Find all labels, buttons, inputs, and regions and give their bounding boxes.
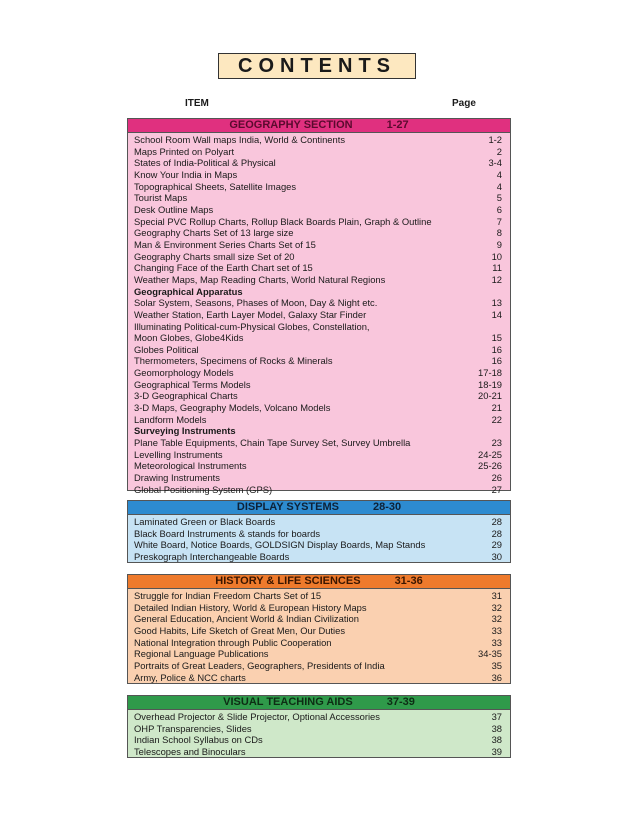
row-label: Army, Police & NCC charts [134,671,246,683]
contents-row [134,472,502,484]
row-page: 38 [491,722,502,734]
row-page: 15 [491,332,502,344]
row-page: 34-35 [478,648,502,660]
geography-section [127,118,511,495]
contents-row [134,539,502,551]
contents-row [134,204,502,216]
row-label: States of India-Political & Physical [134,157,276,169]
row-page: 32 [491,601,502,613]
contents-row [134,192,502,204]
row-page: 11 [492,262,502,274]
row-label: Weather Station, Earth Layer Model, Galaxy Star Finder [134,308,367,320]
contents-row [134,169,502,181]
row-label: General Education, Ancient World & Indian Civilization [134,613,359,625]
row-label: Preskograph Interchangeable Boards [134,550,290,562]
row-page: 32 [491,613,502,625]
row-page: 12 [491,273,502,285]
row-label: Weather Maps, Map Reading Charts, World Natural Regions [134,273,386,285]
row-page: 35 [491,659,502,671]
contents-row [134,648,502,660]
contents-row [134,309,502,321]
row-page: 33 [491,636,502,648]
row-page: 13 [491,297,502,309]
row-page: 28 [491,516,502,527]
contents-row [134,734,502,746]
row-label: Laminated Green or Black Boards [134,516,276,527]
contents-row [134,528,502,540]
row-page: 39 [491,745,502,757]
display-section-header [128,501,510,515]
row-page: 16 [491,355,502,367]
visual-section-header [128,696,510,710]
row-page: 17-18 [478,367,502,379]
row-page [472,286,502,298]
subsection-heading [134,286,502,298]
geography-section-range: 1-27 [386,119,409,131]
geography-section-name: GEOGRAPHY SECTION [229,119,353,131]
history-section-header [128,575,510,589]
row-label: Changing Face of the Earth Chart set of 15 [134,262,313,274]
visual-section-name: VISUAL TEACHING AIDS [223,696,353,708]
contents-row [134,460,502,472]
contents-row [134,262,502,274]
row-label: Overhead Projector & Slide Projector, Optional Accessories [134,711,380,722]
subsection-heading [134,425,502,437]
contents-row [134,344,502,356]
row-label: Levelling Instruments [134,448,223,460]
contents-row [134,613,502,625]
row-label: Geography Charts small size Set of 20 [134,250,295,262]
contents-row [134,216,502,228]
contents-row [134,390,502,402]
contents-row [134,355,502,367]
contents-row [134,551,502,563]
row-label: 3-D Maps, Geography Models, Volcano Models [134,402,331,414]
row-label: 3-D Geographical Charts [134,390,238,402]
display-section [127,500,511,563]
row-page: 2 [496,145,502,157]
row-label: Desk Outline Maps [134,203,214,215]
row-label: Portraits of Great Leaders, Geographers, Presidents of India [134,659,385,671]
row-label: Good Habits, Life Sketch of Great Men, Our Duties [134,624,346,636]
row-page: 30 [491,550,502,562]
contents-row [134,746,502,758]
row-page [472,425,502,437]
page-column-header: Page [452,98,476,109]
row-page: 26 [491,472,502,484]
row-page: 4 [496,168,502,180]
row-label: OHP Transparencies, Slides [134,722,252,734]
row-page: 21 [491,402,502,414]
row-page: 8 [496,227,502,239]
row-page: 25-26 [478,460,502,472]
row-page: 31 [491,590,502,601]
contents-title: CONTENTS [218,53,416,79]
row-label: Tourist Maps [134,192,188,204]
row-label: Meteorological Instruments [134,460,247,472]
row-page: 22 [491,413,502,425]
row-label: Illuminating Political-cum-Physical Globes, Constellation, [134,320,370,332]
row-page: 16 [491,343,502,355]
row-page: 27 [491,483,502,495]
row-page: 18-19 [478,378,502,390]
row-label: Geomorphology Models [134,367,234,379]
row-page: 6 [496,203,502,215]
row-page [472,321,502,333]
row-page: 24-25 [478,448,502,460]
display-section-name: DISPLAY SYSTEMS [236,501,339,513]
contents-row [134,672,502,684]
contents-row [134,660,502,672]
row-label: Global Positioning System (GPS) [134,483,273,495]
row-label: Regional Language Publications [134,648,269,660]
row-label: Geographical Terms Models [134,378,251,390]
row-page: 23 [491,437,502,449]
row-page: 1-2 [488,134,502,145]
row-label: Special PVC Rollup Charts, Rollup Black Boards Plain, Graph & Outline [134,215,432,227]
row-page: 5 [496,192,502,204]
contents-row [134,239,502,251]
row-page: 38 [491,734,502,746]
contents-row [134,602,502,614]
contents-row [134,157,502,169]
contents-row [134,449,502,461]
contents-row [134,251,502,263]
contents-row [134,134,502,146]
row-page: 7 [496,215,502,227]
history-section-name: HISTORY & LIFE SCIENCES [215,575,361,587]
row-label: Struggle for Indian Freedom Charts Set of 15 [134,590,322,601]
row-label: Topographical Sheets, Satellite Images [134,180,297,192]
contents-row [134,181,502,193]
row-page: 20-21 [478,390,502,402]
row-page: 29 [491,539,502,551]
row-label: Maps Printed on Polyart [134,145,235,157]
contents-row [134,516,502,528]
row-label: Know Your India in Maps [134,168,238,180]
row-label: Solar System, Seasons, Phases of Moon, Day & Night etc. [134,297,378,309]
contents-row [134,227,502,239]
contents-row [134,274,502,286]
contents-row [134,625,502,637]
visual-section-range: 37-39 [386,696,415,708]
row-label: Landform Models [134,413,207,425]
row-label: Detailed Indian History, World & European History Maps [134,601,367,613]
contents-row [134,723,502,735]
row-page: 28 [491,527,502,539]
geography-section-list [128,133,510,497]
row-label: Geographical Apparatus [134,285,243,297]
row-page: 4 [496,180,502,192]
row-page: 3-4 [488,157,502,169]
row-page: 33 [491,624,502,636]
row-label: Black Board Instruments & stands for boards [134,527,321,539]
geography-section-header [128,119,510,133]
row-label: Geography Charts Set of 13 large size [134,227,294,239]
contents-row [134,484,502,496]
row-page: 10 [491,250,502,262]
history-section [127,574,511,684]
contents-row [134,402,502,414]
contents-row [134,367,502,379]
row-label: White Board, Notice Boards, GOLDSIGN Display Boards, Map Stands [134,539,426,551]
row-page: 9 [496,238,502,250]
row-label: Globes Political [134,343,199,355]
row-page: 37 [491,711,502,722]
history-section-list [128,589,510,685]
contents-row [134,414,502,426]
contents-row [134,711,502,723]
contents-row [134,637,502,649]
row-label: Drawing Instruments [134,472,220,484]
contents-row [134,590,502,602]
visual-section-list [128,710,510,760]
row-label: Indian School Syllabus on CDs [134,734,263,746]
display-section-range: 28-30 [372,501,402,513]
row-page: 14 [491,308,502,320]
contents-row [134,332,502,344]
contents-row [134,321,502,333]
contents-row [134,437,502,449]
contents-row [134,379,502,391]
row-label: Surveying Instruments [134,425,236,437]
row-label: School Room Wall maps India, World & Continents [134,134,346,145]
row-label: Man & Environment Series Charts Set of 15 [134,238,316,250]
item-column-header: ITEM [185,98,209,109]
row-label: National Integration through Public Cooperation [134,636,332,648]
history-section-range: 31-36 [394,575,423,587]
row-label: Moon Globes, Globe4Kids [134,332,244,344]
row-page: 36 [491,671,502,683]
row-label: Plane Table Equipments, Chain Tape Survey Set, Survey Umbrella [134,437,411,449]
display-section-list [128,515,510,565]
visual-section [127,695,511,758]
row-label: Thermometers, Specimens of Rocks & Minerals [134,355,333,367]
row-label: Telescopes and Binoculars [134,745,246,757]
contents-row [134,297,502,309]
contents-row [134,146,502,158]
